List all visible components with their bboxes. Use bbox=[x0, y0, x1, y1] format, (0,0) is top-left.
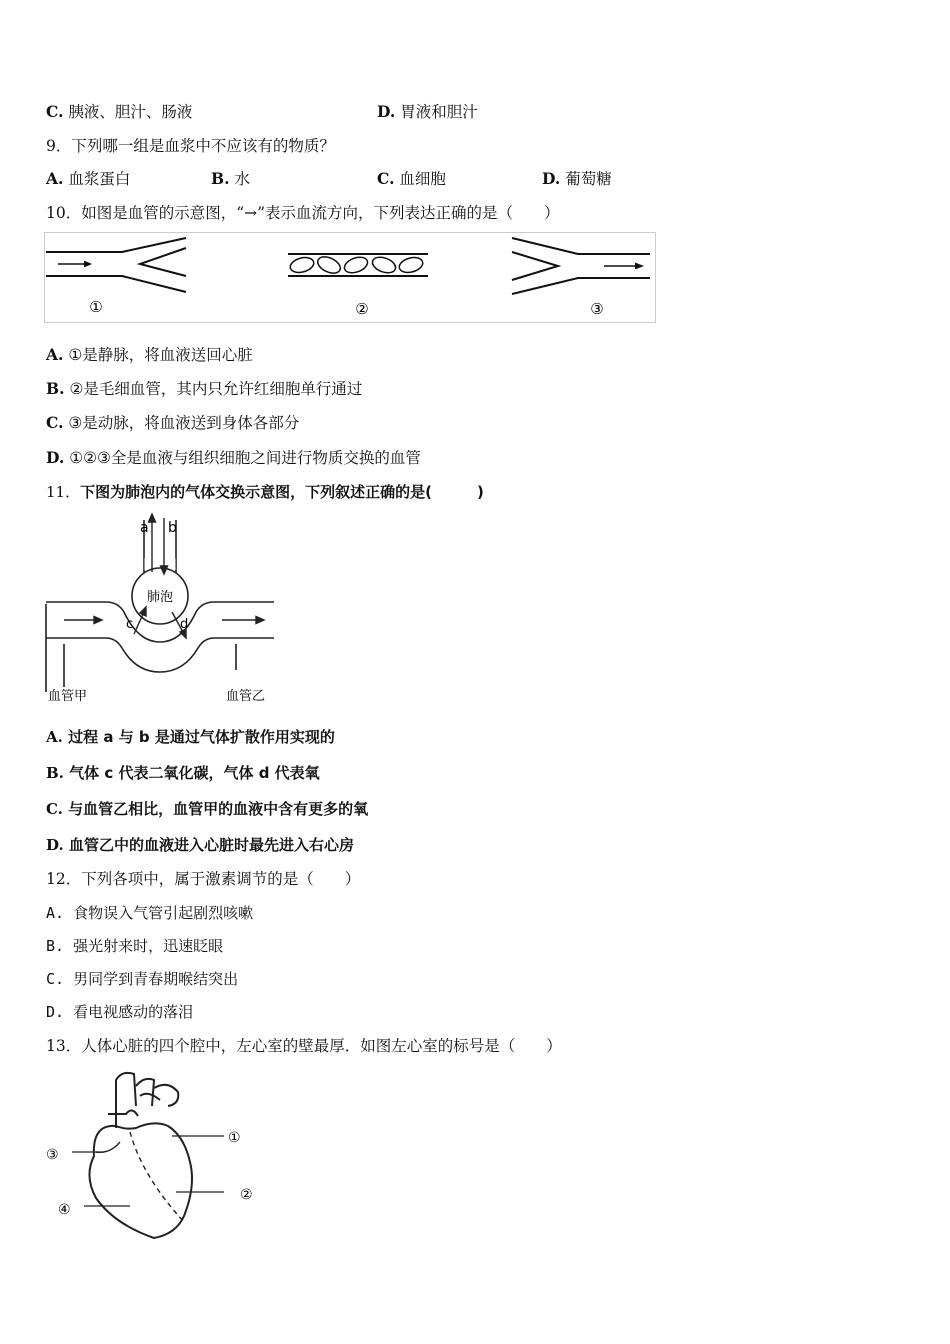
alveolus-diagram bbox=[46, 520, 274, 692]
option-letter: B. bbox=[46, 937, 65, 955]
option-text: ③是动脉，将血液送到身体各部分 bbox=[68, 414, 300, 432]
heart-diagram bbox=[89, 1073, 192, 1238]
heart-label-3: ③ bbox=[46, 1147, 59, 1163]
option-text: 气体 c 代表二氧化碳，气体 d 代表氧 bbox=[69, 764, 320, 782]
option-letter: C. bbox=[377, 169, 395, 188]
option-text: 胃液和胆汁 bbox=[400, 103, 478, 121]
q10-option-d[interactable] bbox=[46, 448, 421, 468]
option-text: 血浆蛋白 bbox=[68, 170, 131, 188]
q13-heart-figure bbox=[44, 1066, 264, 1246]
option-text: 看电视感动的落泪 bbox=[73, 1003, 194, 1021]
option-letter: B. bbox=[46, 764, 64, 782]
q12-stem: 12．下列各项中，属于激素调节的是（ ） bbox=[46, 870, 361, 888]
label-d: d bbox=[180, 617, 189, 632]
option-text: 水 bbox=[234, 170, 250, 188]
vessel-label-2: ② bbox=[355, 300, 369, 318]
q11-stem bbox=[46, 482, 484, 502]
q9-option-b[interactable] bbox=[211, 169, 250, 189]
label-alveolus: 肺泡 bbox=[146, 590, 174, 605]
label-vessel-1: 血管甲 bbox=[48, 689, 88, 704]
heart-label-1: ① bbox=[228, 1130, 241, 1146]
q10-vessel-figure bbox=[44, 232, 656, 324]
q12-option-d[interactable] bbox=[46, 1002, 193, 1022]
q10-stem: 10．如图是血管的示意图，“→”表示血流方向，下列表达正确的是（ ） bbox=[46, 204, 560, 222]
option-letter: A. bbox=[46, 169, 64, 188]
q13-stem: 13．人体心脏的四个腔中，左心室的壁最厚．如图左心室的标号是（ ） bbox=[46, 1037, 562, 1055]
option-text: 强光射来时，迅速眨眼 bbox=[73, 937, 224, 955]
q9-stem: 9．下列哪一组是血浆中不应该有的物质？ bbox=[46, 137, 335, 155]
question-number: 11． bbox=[46, 483, 81, 501]
option-letter: A. bbox=[46, 904, 65, 922]
q12-option-a[interactable] bbox=[46, 903, 253, 923]
q9-option-d[interactable] bbox=[542, 169, 612, 189]
q9-option-c[interactable] bbox=[377, 169, 446, 189]
option-letter: B. bbox=[46, 379, 65, 398]
label-c: c bbox=[126, 617, 134, 632]
heart-label-2: ② bbox=[240, 1187, 253, 1203]
q9-option-a[interactable] bbox=[46, 169, 130, 189]
q11-option-d[interactable] bbox=[46, 835, 354, 855]
heart-label-4: ④ bbox=[58, 1202, 71, 1218]
vessel-label-3: ③ bbox=[590, 300, 604, 318]
option-text: ①是静脉，将血液送回心脏 bbox=[68, 346, 253, 364]
option-letter: D. bbox=[542, 169, 561, 188]
option-letter: D. bbox=[377, 102, 396, 121]
option-text: 葡萄糖 bbox=[565, 170, 612, 188]
option-letter: C. bbox=[46, 102, 64, 121]
q12-option-c[interactable] bbox=[46, 969, 238, 989]
option-letter: A. bbox=[46, 728, 63, 746]
label-a: a bbox=[140, 520, 149, 536]
label-vessel-2: 血管乙 bbox=[226, 689, 266, 704]
q10-option-c[interactable] bbox=[46, 413, 299, 433]
vessel-3-diagram bbox=[512, 238, 650, 294]
q11-option-b[interactable] bbox=[46, 763, 320, 783]
q8-option-d[interactable] bbox=[377, 102, 478, 122]
option-letter: C. bbox=[46, 970, 65, 988]
option-letter: D. bbox=[46, 448, 65, 467]
option-letter: A. bbox=[46, 345, 64, 364]
option-text: 食物误入气管引起剧烈咳嗽 bbox=[73, 904, 254, 922]
vessel-2-diagram bbox=[288, 254, 428, 277]
option-letter: D. bbox=[46, 1003, 65, 1021]
option-letter: C. bbox=[46, 800, 63, 818]
option-text: 胰液、胆汁、肠液 bbox=[68, 103, 193, 121]
option-letter: D. bbox=[46, 836, 64, 854]
label-b: b bbox=[168, 520, 177, 536]
q10-option-b[interactable] bbox=[46, 379, 362, 399]
q12-option-b[interactable] bbox=[46, 936, 223, 956]
option-letter: C. bbox=[46, 413, 64, 432]
q11-option-a[interactable] bbox=[46, 727, 335, 747]
question-text: 下图为肺泡内的气体交换示意图，下列叙述正确的是( ) bbox=[80, 483, 484, 501]
option-text: ②是毛细血管，其内只允许红细胞单行通过 bbox=[69, 380, 363, 398]
vessel-label-1: ① bbox=[89, 298, 103, 316]
vessel-1-diagram bbox=[46, 238, 186, 292]
option-text: 男同学到青春期喉结突出 bbox=[73, 970, 239, 988]
figure-border bbox=[45, 233, 656, 323]
q11-option-c[interactable] bbox=[46, 799, 368, 819]
q11-alveolus-figure bbox=[44, 512, 280, 708]
option-text: 血细胞 bbox=[399, 170, 446, 188]
q8-option-c[interactable] bbox=[46, 102, 192, 122]
option-text: ①②③全是血液与组织细胞之间进行物质交换的血管 bbox=[69, 449, 421, 467]
option-letter: B. bbox=[211, 169, 230, 188]
option-text: 与血管乙相比，血管甲的血液中含有更多的氧 bbox=[68, 800, 369, 818]
option-text: 过程 a 与 b 是通过气体扩散作用实现的 bbox=[68, 728, 335, 746]
option-text: 血管乙中的血液进入心脏时最先进入右心房 bbox=[68, 836, 354, 854]
q10-option-a[interactable] bbox=[46, 345, 253, 365]
